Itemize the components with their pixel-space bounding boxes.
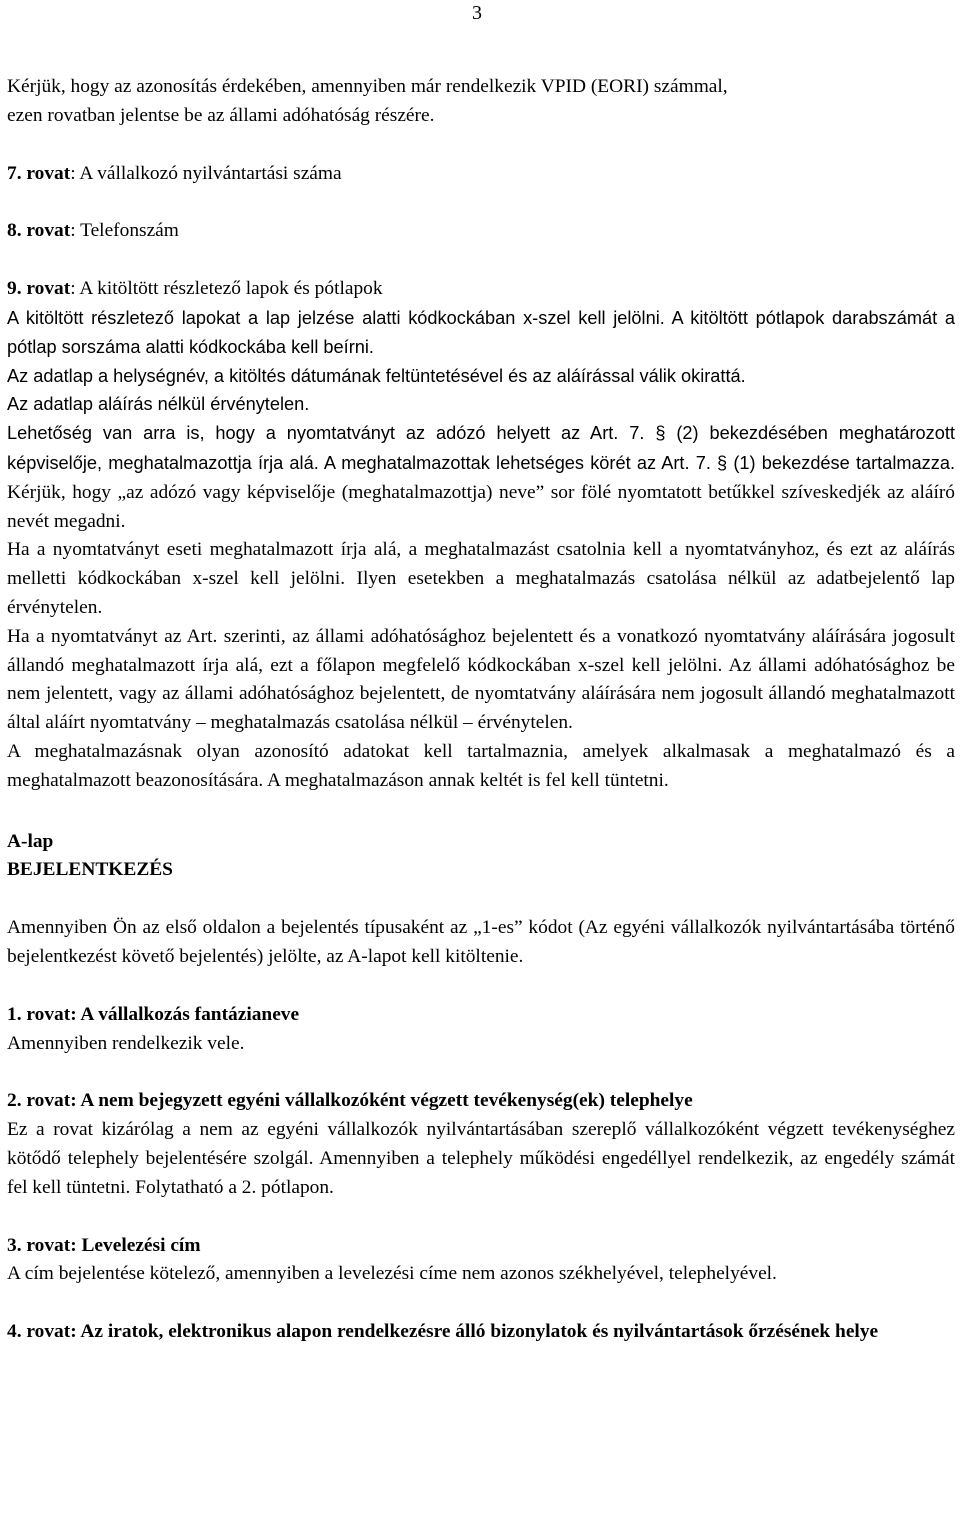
alap-rovat-1-heading-text: 1. rovat: A vállalkozás fantázianeve [7, 1003, 300, 1025]
alap-rovat-1-heading [7, 1001, 955, 1030]
rovat-8-text: : Telefonszám [70, 220, 179, 242]
rovat-9 [7, 275, 955, 304]
rovat-7-number: 7. rovat [7, 162, 71, 184]
alap-rovat-4-heading [7, 1318, 955, 1347]
rovat-8 [7, 217, 955, 246]
alap-intro: Amennyiben Ön az első oldalon a bejelentés típusaként az „1-es” kódot (Az egyéni vállalkozók nyilvántartásába történő bejelentkezést követő bejelentés) jelölte, az A-lapot kell kitöltenie. [7, 917, 955, 967]
alap-subtitle-text: BEJELENTKEZÉS [7, 859, 173, 881]
alap-rovat-2-text: Ez a rovat kizárólag a nem az egyéni vállalkozók nyilvántartásában szereplő vállalkozóként végzett tevékenységhez kötődő telephely bejelentésére szolgál. Amennyiben a telephely működési engedéllyel rendelkezik, az engedély számát fel kell tüntetni. Folytatható a 2. pótlapon. [7, 1119, 955, 1198]
alap-rovat-2-heading-text: 2. rovat: A nem bejegyzett egyéni vállalkozóként végzett tevékenység(ek) telephelye [7, 1090, 693, 1112]
rovat-9-text: : A kitöltött részletező lapok és pótlapok [70, 278, 383, 300]
rovat-9-paragraph-1: A kitöltött részletező lapokat a lap jelzése alatti kódkockában x-szel kell jelölni. A kitöltött pótlapok darabszámát a pótlap sorszáma alatti kódkockába kell beírni. [7, 307, 955, 357]
representative-sentence: Lehetőség van arra is, hogy a nyomtatványt az adózó helyett az Art. 7. § (2) bekezdésében meghatározott képviselője, meghatalmazottja írja alá. A meghatalmazottak lehetséges körét az Art. 7. § (1) bekezdése tartalmazza. [7, 423, 955, 473]
rovat-9-paragraph-3: Az adatlap aláírás nélkül érvénytelen. [7, 394, 310, 415]
signature-paragraph [7, 419, 955, 536]
rovat-9-paragraph-2: Az adatlap a helységnév, a kitöltés dátumának feltüntetésével és az aláírással válik okirattá. [7, 365, 746, 386]
alap-rovat-2-heading [7, 1087, 955, 1116]
allando-meghatalmazott-paragraph: Ha a nyomtatványt az Art. szerinti, az állami adóhatósághoz bejelentett és a vonatkozó nyomtatvány aláírására jogosult állandó meghatalmazott írja alá, ezt a főlapon megfelelő kódkockában x-szel kell jelölni. Az állami adóhatósághoz be nem jelentett, vagy az állami adóhatósághoz bejelentett, de nyomtatvány aláírására nem jogosult állandó meghatalmazott által aláírt nyomtatvány – meghatalmazás csatolása nélkül – érvénytelen. [7, 625, 955, 734]
alap-rovat-3-text: A cím bejelentése kötelező, amennyiben a levelezési címe nem azonos székhelyével, telephelyével. [7, 1263, 777, 1285]
rovat-9-number: 9. rovat [7, 278, 71, 300]
alap-rovat-1-text: Amennyiben rendelkezik vele. [7, 1032, 245, 1054]
rovat-8-number: 8. rovat [7, 220, 71, 242]
rovat-7-text: : A vállalkozó nyilvántartási száma [70, 162, 342, 184]
intro-line-2: ezen rovatban jelentse be az állami adóhatóság részére. [7, 104, 435, 126]
eseti-meghatalmazott-paragraph: Ha a nyomtatványt eseti meghatalmazott írja alá, a meghatalmazást csatolnia kell a nyomtatványhoz, és ezt az aláírás melletti kódkockában x-szel kell jelölni. Ilyen esetekben a meghatalmazás csatolása nélkül az adatbejelentő lap érvénytelen. [7, 539, 955, 618]
alap-rovat-3-heading [7, 1232, 955, 1261]
content-column [7, 73, 955, 1347]
alap-title-text: A-lap [7, 830, 54, 852]
meghatalmazas-paragraph: A meghatalmazásnak olyan azonosító adatokat kell tartalmaznia, amelyek alkalmasak a meghatalmazó és a meghatalmazott beazonosítására. A meghatalmazáson annak keltét is fel kell tüntetni. [7, 740, 955, 791]
alap-title [7, 828, 955, 857]
alap-rovat-4-heading-text: 4. rovat: Az iratok, elektronikus alapon rendelkezésre álló bizonylatok és nyilvántartások őrzésének helye [7, 1321, 879, 1343]
alap-subtitle [7, 856, 955, 885]
signer-name-sentence: Kérjük, hogy „az adózó vagy képviselője (meghatalmazottja) neve” sor fölé nyomtatott betűkkel szíveskedjék az aláíró nevét megadni. [7, 481, 955, 532]
alap-rovat-3-heading-text: 3. rovat: Levelezési cím [7, 1234, 201, 1256]
intro-line-1: Kérjük, hogy az azonosítás érdekében, amennyiben már rendelkezik VPID (EORI) számmal, [7, 76, 728, 97]
rovat-7 [7, 160, 955, 189]
page-number: 3 [472, 2, 482, 24]
